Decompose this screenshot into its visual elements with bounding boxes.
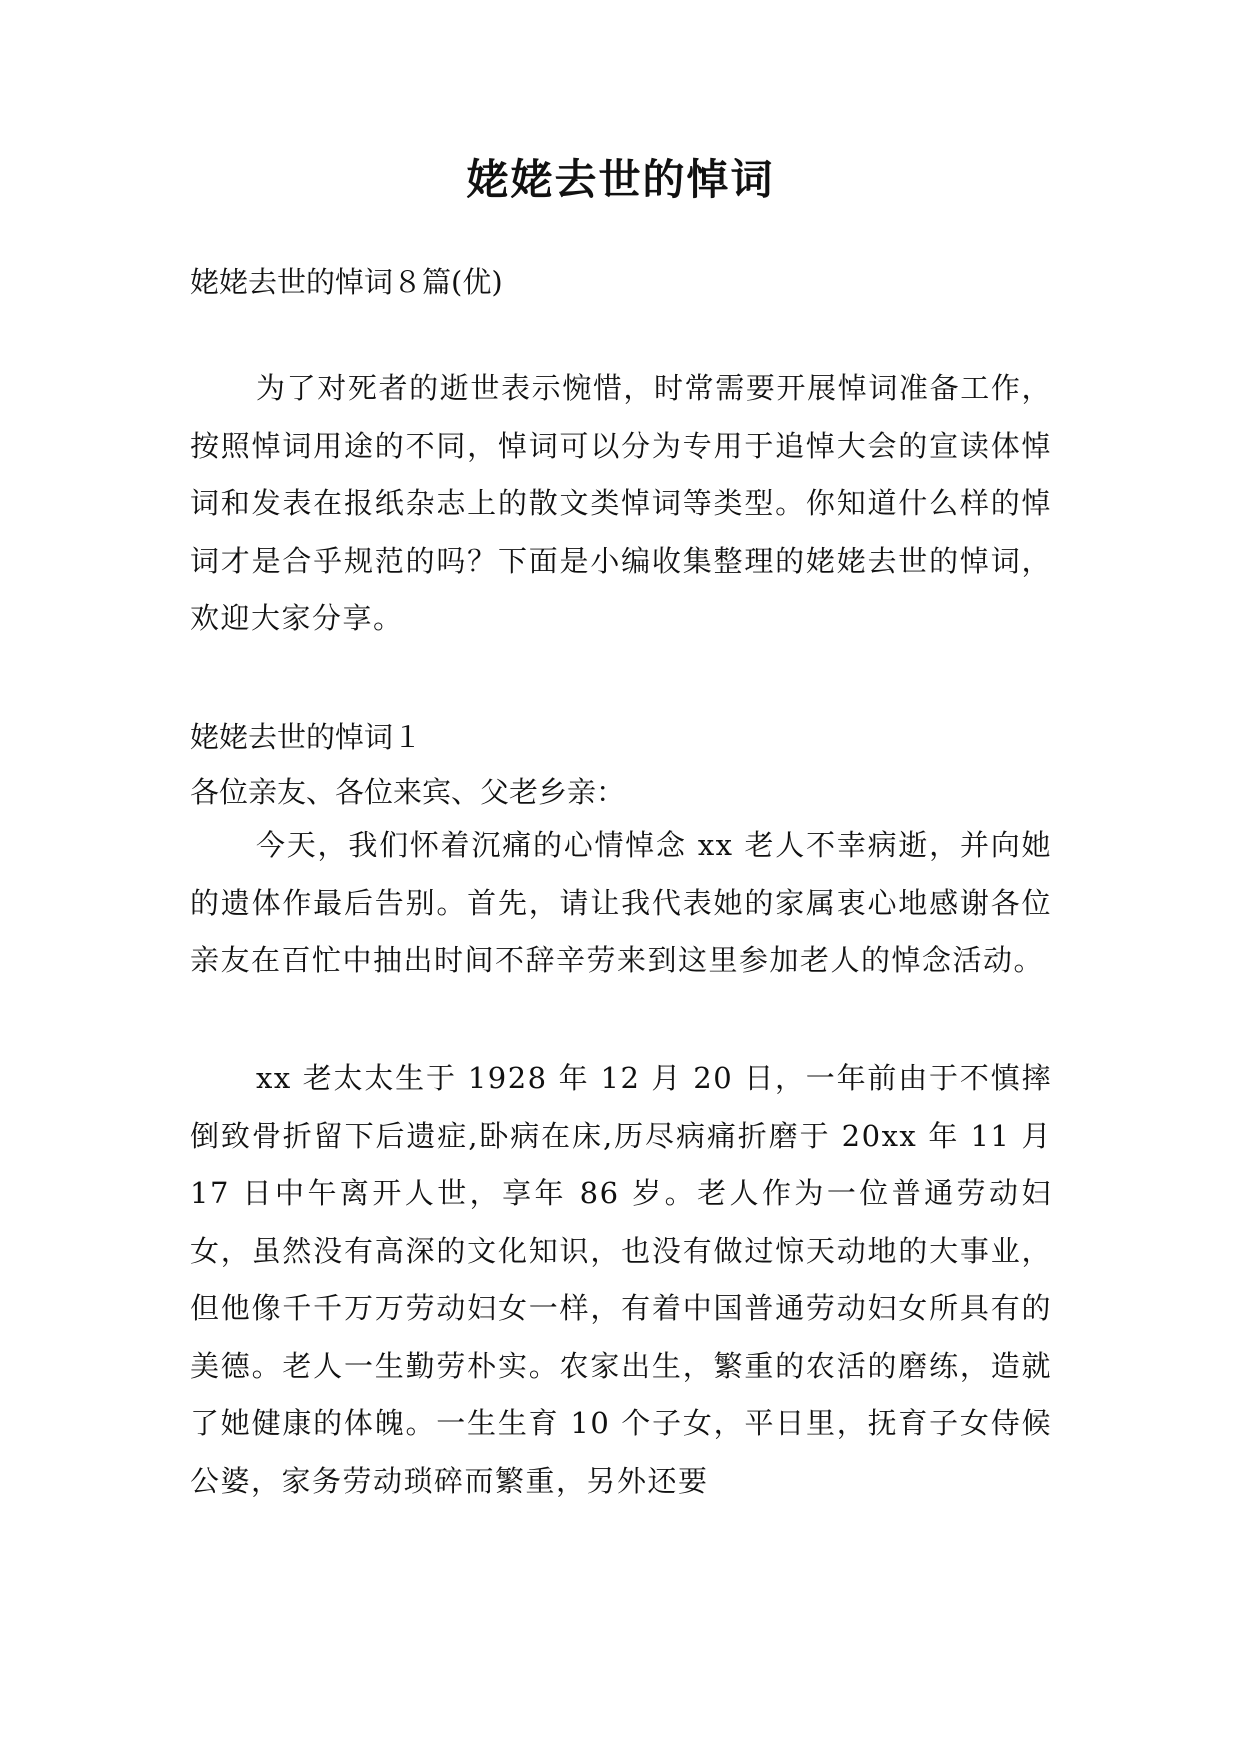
body-paragraph-1: 今天，我们怀着沉痛的心情悼念 xx 老人不幸病逝，并向她的遗体作最后告别。首先，请让我代表她的家属衷心地感谢各位亲友在百忙中抽出时间不辞辛劳来到这里参加老人的悼念活动。 <box>190 828 1052 977</box>
salutation: 各位亲友、各位来宾、父老乡亲： <box>190 775 626 809</box>
document-title: 姥姥去世的悼词 <box>466 155 775 204</box>
body-paragraph-2: xx 老太太生于 1928 年 12 月 20 日，一年前由于不慎摔倒致骨折留下后遗症,卧病在床,历尽病痛折磨于 20xx 年 11 月 17 日中午离开人世，享年 86 岁。老人作为一位普通劳动妇女，虽然没有高深的文化知识，也没有做过惊天动地的大事业，但他像千千万万劳动妇女一样，有着中国普通劳动妇女所具有的美德。老人一生勤劳朴实。农家出生，繁重的农活的磨练，造就了她健康的体魄。一生生育 10 个子女，平日里，抚育子女侍候公婆，家务劳动琐碎而繁重，另外还要 <box>190 1061 1052 1498</box>
document-subtitle: 姥姥去世的悼词８篇(优) <box>190 265 503 299</box>
section-heading: 姥姥去世的悼词１ <box>190 720 423 754</box>
intro-paragraph: 为了对死者的逝世表示惋惜，时常需要开展悼词准备工作，按照悼词用途的不同，悼词可以分为专用于追悼大会的宣读体悼词和发表在报纸杂志上的散文类悼词等类型。你知道什么样的悼词才是合乎规范的吗？下面是小编收集整理的姥姥去世的悼词，欢迎大家分享。 <box>190 371 1052 635</box>
